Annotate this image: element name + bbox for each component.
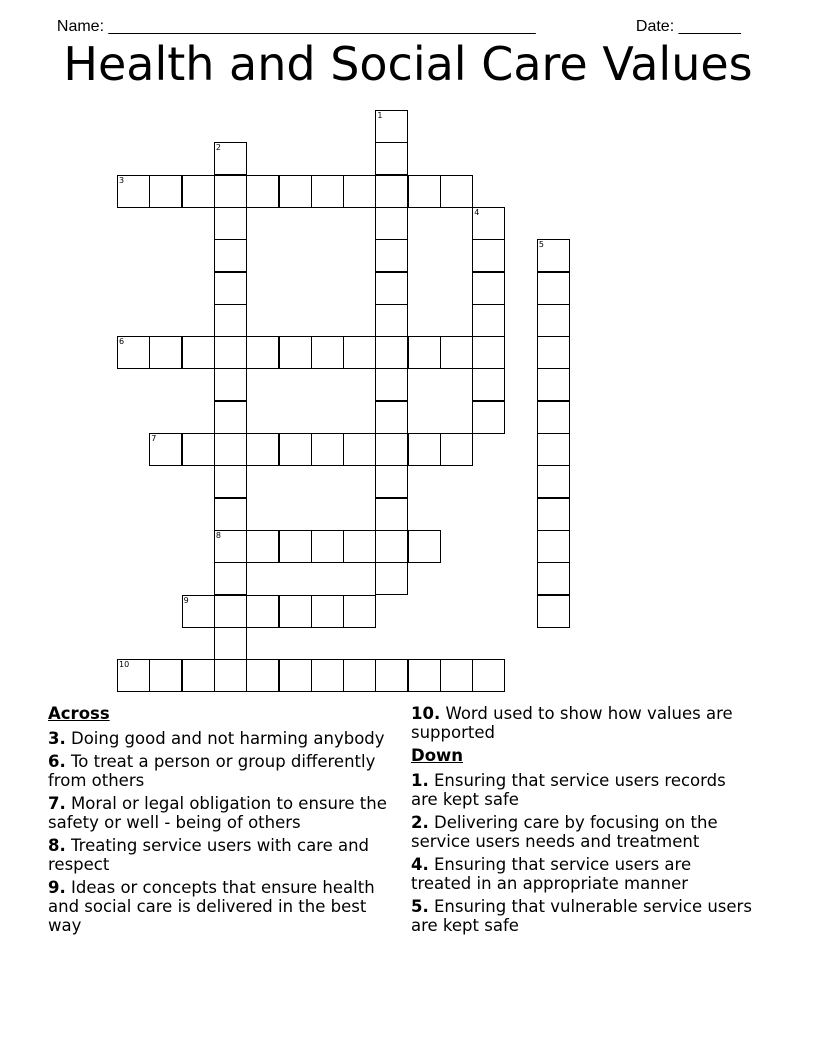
crossword-cell[interactable]: [182, 595, 215, 628]
down-clue: [411, 813, 756, 851]
crossword-cell[interactable]: [440, 659, 473, 692]
crossword-cell[interactable]: [311, 595, 344, 628]
crossword-cell[interactable]: [182, 659, 215, 692]
crossword-cell[interactable]: [311, 433, 344, 466]
crossword-cell[interactable]: [375, 239, 408, 272]
down-heading: Down: [411, 746, 464, 765]
crossword-cell[interactable]: [246, 336, 279, 369]
crossword-cell[interactable]: [279, 530, 312, 563]
crossword-cell[interactable]: [214, 239, 247, 272]
crossword-cell[interactable]: [246, 595, 279, 628]
crossword-cell[interactable]: [440, 336, 473, 369]
clue-text: Word used to show how values are supported: [411, 704, 733, 742]
crossword-cell[interactable]: [472, 336, 505, 369]
clue-number-label: 5: [538, 240, 544, 250]
crossword-cell[interactable]: [440, 175, 473, 208]
crossword-cell[interactable]: [408, 530, 441, 563]
crossword-cell[interactable]: [375, 368, 408, 401]
crossword-cell[interactable]: [246, 659, 279, 692]
crossword-cell[interactable]: [537, 272, 570, 305]
clue-text: Ensuring that service users records are kept safe: [411, 771, 726, 809]
crossword-cell[interactable]: [375, 530, 408, 563]
crossword-cell[interactable]: [117, 175, 150, 208]
crossword-cell[interactable]: [472, 659, 505, 692]
across-clue: [48, 729, 393, 748]
crossword-cell[interactable]: [214, 207, 247, 240]
clue-number-label: 10: [119, 660, 130, 670]
crossword-cell[interactable]: [214, 175, 247, 208]
crossword-cell[interactable]: [537, 336, 570, 369]
clue-text: Treating service users with care and respect: [48, 836, 370, 874]
clue-text: Ideas or concepts that ensure health and social care is delivered in the best way: [48, 878, 375, 935]
crossword-cell[interactable]: [375, 110, 408, 143]
clue-number: 10.: [411, 704, 441, 723]
crossword-cell[interactable]: [279, 659, 312, 692]
crossword-cell[interactable]: [214, 498, 247, 531]
crossword-cell[interactable]: [214, 530, 247, 563]
clue-number-label: 6: [119, 337, 125, 347]
clue-number: 2.: [411, 813, 429, 832]
crossword-cell[interactable]: [537, 498, 570, 531]
crossword-cell[interactable]: [279, 595, 312, 628]
crossword-cell[interactable]: [311, 175, 344, 208]
crossword-cell[interactable]: [214, 401, 247, 434]
crossword-cell[interactable]: [375, 175, 408, 208]
crossword-cell[interactable]: [182, 433, 215, 466]
crossword-cell[interactable]: [343, 336, 376, 369]
down-clue: [411, 771, 756, 809]
across-clue: [48, 878, 393, 935]
crossword-cell[interactable]: [375, 433, 408, 466]
clue-text: Doing good and not harming anybody: [65, 729, 385, 748]
clue-number: 1.: [411, 771, 429, 790]
crossword-cell[interactable]: [408, 175, 441, 208]
crossword-cell[interactable]: [214, 272, 247, 305]
crossword-cell[interactable]: [214, 659, 247, 692]
crossword-cell[interactable]: [149, 175, 182, 208]
crossword-cell[interactable]: [279, 433, 312, 466]
clue-number-label: 1: [377, 111, 383, 120]
crossword-cell[interactable]: [149, 659, 182, 692]
crossword-cell[interactable]: [375, 272, 408, 305]
clue-text: Ensuring that vulnerable service users are kept safe: [411, 897, 752, 935]
crossword-cell[interactable]: [375, 401, 408, 434]
crossword-cell[interactable]: [472, 239, 505, 272]
crossword-cell[interactable]: [375, 336, 408, 369]
crossword-cell[interactable]: [246, 175, 279, 208]
across-clues-column: [48, 704, 393, 939]
crossword-cell[interactable]: [537, 368, 570, 401]
crossword-cell[interactable]: [149, 433, 182, 466]
crossword-cell[interactable]: [375, 207, 408, 240]
down-clue: [411, 897, 756, 935]
clue-number-label: 3: [119, 175, 125, 185]
crossword-cell[interactable]: [311, 659, 344, 692]
across-clue: [48, 752, 393, 790]
clue-number: 8.: [48, 836, 66, 855]
crossword-cell[interactable]: [408, 433, 441, 466]
clue-number-label: 2: [215, 143, 221, 153]
crossword-cell[interactable]: [472, 401, 505, 434]
crossword-cell[interactable]: [214, 433, 247, 466]
crossword-cell[interactable]: [214, 595, 247, 628]
crossword-cell[interactable]: [472, 207, 505, 240]
crossword-cell[interactable]: [182, 175, 215, 208]
crossword-cell[interactable]: [375, 465, 408, 498]
clue-number-label: 9: [183, 595, 189, 605]
clue-number: 6.: [48, 752, 66, 771]
date-line[interactable]: _______: [678, 18, 741, 35]
crossword-cell[interactable]: [537, 465, 570, 498]
crossword-cell[interactable]: [311, 336, 344, 369]
crossword-cell[interactable]: [440, 433, 473, 466]
clue-number: 7.: [48, 794, 66, 813]
clue-number: 5.: [411, 897, 429, 916]
crossword-cell[interactable]: [343, 433, 376, 466]
crossword-cell[interactable]: [343, 175, 376, 208]
clue-number: 3.: [48, 729, 66, 748]
crossword-cell[interactable]: [537, 304, 570, 337]
across-heading: Across: [48, 704, 110, 723]
clue-text: To treat a person or group differently from others: [48, 752, 376, 790]
crossword-cell[interactable]: [117, 336, 150, 369]
date-label: Date:: [635, 18, 679, 35]
crossword-cell[interactable]: [214, 562, 247, 595]
clue-number: 9.: [48, 878, 66, 897]
crossword-cell[interactable]: [375, 562, 408, 595]
crossword-cell[interactable]: [279, 336, 312, 369]
crossword-cell[interactable]: [343, 659, 376, 692]
clue-text: Ensuring that service users are treated in an appropriate manner: [411, 855, 692, 893]
down-clue: [411, 855, 756, 893]
crossword-cell[interactable]: [246, 530, 279, 563]
crossword-cell[interactable]: [214, 336, 247, 369]
across-clue: [48, 794, 393, 832]
crossword-cell[interactable]: [537, 401, 570, 434]
crossword-cell[interactable]: [537, 530, 570, 563]
clue-number-label: 7: [151, 434, 157, 443]
crossword-cell[interactable]: [214, 304, 247, 337]
crossword-cell[interactable]: [375, 142, 408, 175]
crossword-cell[interactable]: [537, 433, 570, 466]
crossword-cell[interactable]: [182, 336, 215, 369]
crossword-cell[interactable]: [149, 336, 182, 369]
across-clue: [411, 704, 756, 742]
crossword-cell[interactable]: [279, 175, 312, 208]
crossword-cell[interactable]: [408, 336, 441, 369]
clue-text: Moral or legal obligation to ensure the safety or well - being of others: [48, 794, 387, 832]
crossword-cell[interactable]: [375, 659, 408, 692]
crossword-cell[interactable]: [537, 562, 570, 595]
crossword-cell[interactable]: [343, 530, 376, 563]
clue-number-label: 8: [215, 530, 221, 540]
clue-text: Delivering care by focusing on the service users needs and treatment: [411, 813, 718, 851]
name-line[interactable]: ________________________________________________: [108, 18, 536, 35]
crossword-cell[interactable]: [214, 142, 247, 175]
page-title: Health and Social Care Values: [63, 37, 753, 91]
crossword-cell[interactable]: [537, 595, 570, 628]
crossword-cell[interactable]: [408, 659, 441, 692]
crossword-cell[interactable]: [472, 304, 505, 337]
crossword-cell[interactable]: [214, 368, 247, 401]
crossword-cell[interactable]: [343, 595, 376, 628]
clue-number: 4.: [411, 855, 429, 874]
crossword-cell[interactable]: [246, 433, 279, 466]
crossword-cell[interactable]: [214, 465, 247, 498]
crossword-cell[interactable]: [311, 530, 344, 563]
name-label: Name:: [56, 18, 109, 35]
crossword-cell[interactable]: [472, 368, 505, 401]
crossword-cell[interactable]: [375, 498, 408, 531]
crossword-cell[interactable]: [214, 627, 247, 660]
crossword-cell[interactable]: [537, 239, 570, 272]
clue-number-label: 4: [474, 207, 480, 217]
down-clues-column: [411, 704, 756, 939]
crossword-cell[interactable]: [375, 304, 408, 337]
crossword-cell[interactable]: [117, 659, 150, 692]
across-clue: [48, 836, 393, 874]
crossword-cell[interactable]: [472, 272, 505, 305]
